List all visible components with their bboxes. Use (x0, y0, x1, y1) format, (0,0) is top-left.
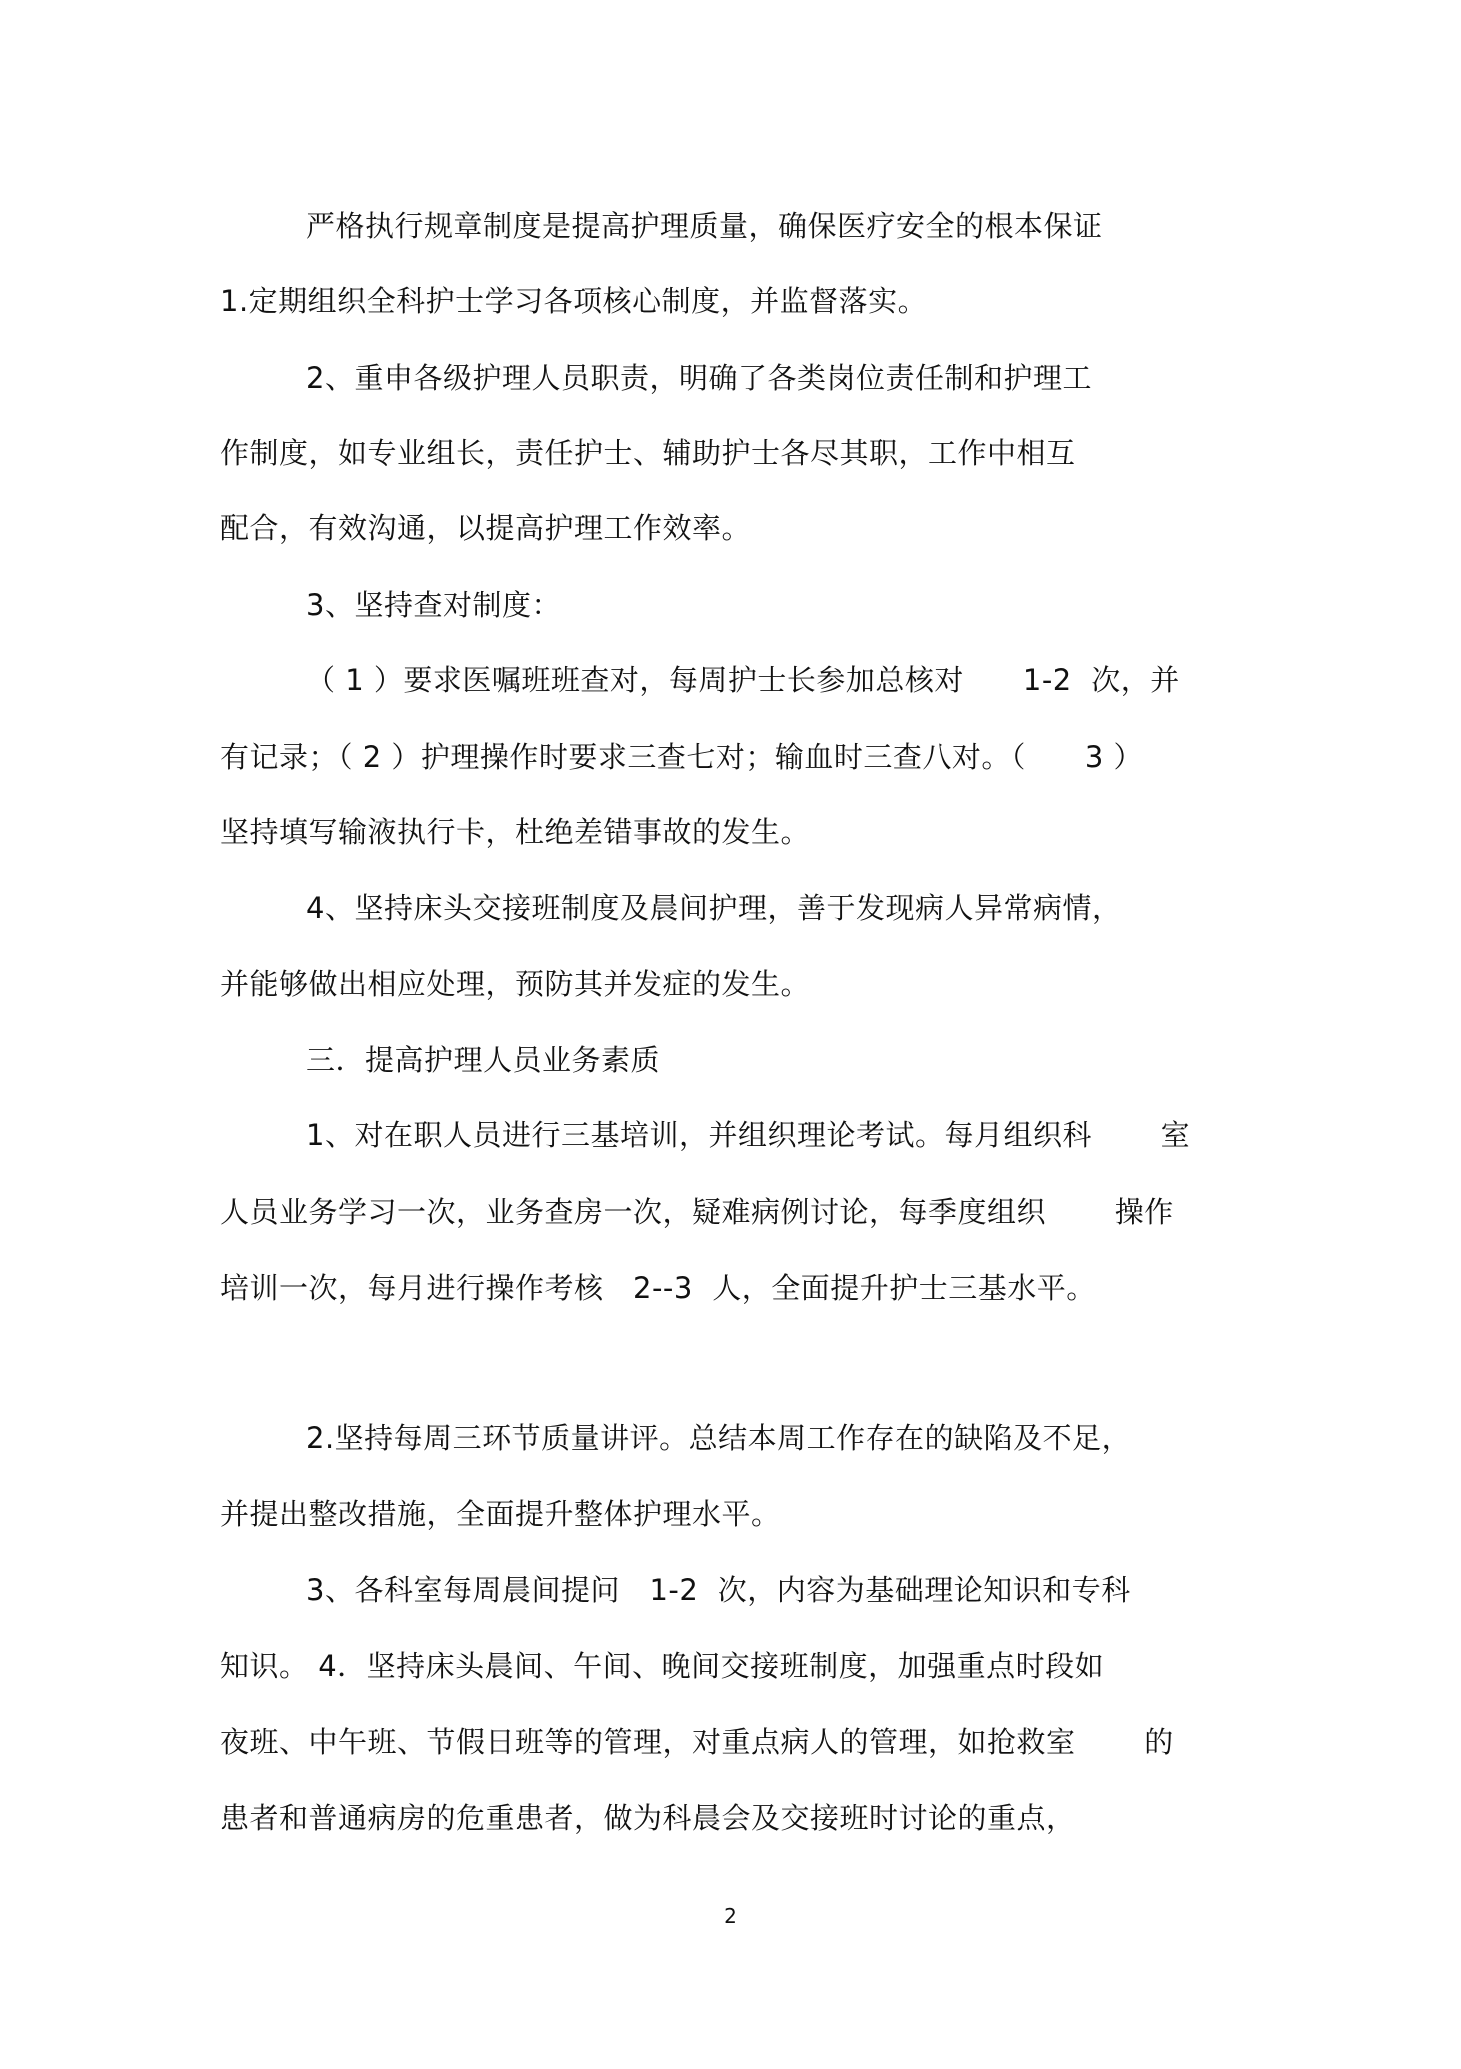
text-line: 2、重申各级护理人员职责，明确了各类岗位责任制和护理工 (306, 361, 1092, 395)
text-line: 3、坚持查对制度： (306, 588, 561, 622)
text-line: 患者和普通病房的危重患者，做为科晨会及交接班时讨论的重点， (220, 1801, 1076, 1835)
text-line: 培训一次，每月进行操作考核 2--3 人，全面提升护士三基水平。 (220, 1271, 1096, 1305)
text-line: 人员业务学习一次，业务查房一次，疑难病例讨论，每季度组织 操作 (220, 1195, 1174, 1229)
text-line: 1、对在职人员进行三基培训，并组织理论考试。每月组织科 室 (306, 1118, 1191, 1152)
section-heading: 三．提高护理人员业务素质 (306, 1043, 661, 1077)
text-line: 4、坚持床头交接班制度及晨间护理，善于发现病人异常病情， (306, 891, 1122, 925)
page-number: 2 (724, 1904, 737, 1928)
text-line: 坚持填写输液执行卡，杜绝差错事故的发生。 (220, 815, 811, 849)
text-line: 有记录；（ 2 ）护理操作时要求三查七对；输血时三查八对。（ 3 ） (220, 740, 1144, 774)
text-line: 夜班、中午班、节假日班等的管理，对重点病人的管理，如抢救室 的 (220, 1725, 1174, 1759)
text-line: 1.定期组织全科护士学习各项核心制度，并监督落实。 (220, 284, 928, 318)
text-line: 2.坚持每周三环节质量讲评。总结本周工作存在的缺陷及不足， (306, 1421, 1132, 1455)
text-line: 配合，有效沟通，以提高护理工作效率。 (220, 511, 752, 545)
text-line: 知识。 4．坚持床头晨间、午间、晚间交接班制度，加强重点时段如 (220, 1649, 1105, 1683)
text-line: 3、各科室每周晨间提问 1-2 次，内容为基础理论知识和专科 (306, 1573, 1131, 1607)
text-line: 严格执行规章制度是提高护理质量，确保医疗安全的根本保证 (306, 209, 1103, 243)
text-line: 并提出整改措施，全面提升整体护理水平。 (220, 1497, 781, 1531)
text-line: 作制度，如专业组长，责任护士、辅助护士各尽其职，工作中相互 (220, 436, 1076, 470)
text-line: 并能够做出相应处理，预防其并发症的发生。 (220, 967, 811, 1001)
text-line: （ 1 ）要求医嘱班班查对，每周护士长参加总核对 1-2 次，并 (306, 663, 1180, 697)
